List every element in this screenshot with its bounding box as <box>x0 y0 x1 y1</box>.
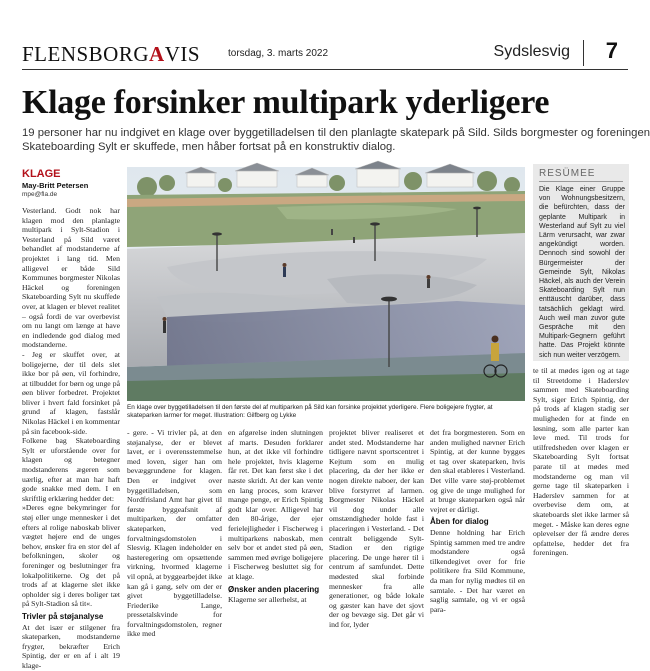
body-column-3: en afgørelse inden slutningen af marts. Desuden forklarer hun, at det ikke vil forhindre hele projektet, hvis klagerne får ret. Det kan først ske i det næste skridt. At der kan vente en lang proces, som kræver mange penge, er Erich Spintig godt klar over. Alligevel har den 80-årige, der ejer ferielejligheder i Fischerweg i multiparkens naboskab, men selv bor et andet sted på øen, sammen med øvrige boligejere i Fischerweg besluttet sig for at klage. Ønsker anden placering Klagerne ser allerhelst, at <box>228 428 323 605</box>
body-column-1: Vesterland. Godt nok har klagen mod den planlagte multipark i Sylt-Stadion i Vesterland på Sild været behandlet af modstanderne af projektet i lang tid. Men alligevel er både Sild Kommunes borgmester Nikolas Häckel og foreningen Skateboarding Sylt nu skuffede over, at klagen er blevet realitet – også fordi de var overbevist om nu langt om længe at have en indledende god dialog med modstanderne. - Jeg er skuffet over, at boligejerne, der til dels slet ikke bor på øen, vil forhindre, at tilbuddet for børn og unge på øen bliver forbedret. Projektet bliver i hvert fald forsinket på grund af klagen, fastslår Nikolas Häckel i en kommentar på sin facebook-side. Folkene bag Skateboarding Sylt er uforstående over for klagen og betegner modstanderens ægeren som uærlig, efter at man har haft gode snakke med dem. I en skriftlig erklæring hedder det: »Deres egne bekymringer for støj eller unge mennesker i det efters al rolige naboskab bliver vægtet højere end de unges behov, ønsker fra en stor del af befolkningen, skoler og foreninger og beslutninger fra lokalpolitikerne. Og det på trods af at klagerne slet ikke opholder sig i deres boliger tæt på Sylt-Stadion så tit«. Trivler på støjanalyse At det især er stilgener fra skateparken, modstanderne frygter, bekræfter Erich Spintig, der er en af i alt 19 klage- <box>22 206 120 670</box>
author-email[interactable]: mpe@fla.de <box>22 191 58 198</box>
body-column-6: te til at mødes igen og at tage til Streetdome i Haderslev sammen med Skateboarding Sylt, siger Erich Spintig, der på trods af klagen stadig ser muligheden for at finde en løsning, som alle parter kan leve med. Til trods for utilfredsheden over klagen er Skateboarding Sylt fortsat parate til at mødes med modstanderne og man vil gerne tage til skateparken i Haderslev sammen for at overbevise dem om, at skateboards slet ikke larmer så meget. - Måske kan deres egne oplevelser der få ændre deres opfattelse, hedder det fra foreningen. <box>533 366 629 558</box>
subheading-placering: Ønsker anden placering <box>228 584 320 594</box>
body-column-5: det fra borgmesteren. Som en anden mulighed nævner Erich Spintig, at der kunne bygges et tag over skateparken, hvis den skal etableres i Vesterland. Det ville være støj-problemet og give de unge mulighed for at bruge skateparken også når vejret er dårligt. Åben for dialog Denne holdning har Erich Spintig sammen med tre andre modstandere også tilkendegivet over for frie politikere fra Sild Kommune, da man for nylig mødtes til en samtale. - Det har været en saglig samtale, og vi er også para- <box>430 428 525 614</box>
subheading-stoejanalyse: Trivler på støjanalyse <box>22 611 104 621</box>
headline: Klage forsinker multipark yderligere <box>22 84 550 121</box>
photo-caption: En klage over byggetilladelsen til den første del af multiparken på Sild kan forsinke projektet yderligere. Flere boligejere frygter, at skateparken larmer for meget. Illustration: Gilfberg og Lykke <box>127 404 493 419</box>
masthead <box>22 38 628 68</box>
article-kicker: KLAGE <box>22 168 61 180</box>
masthead-divider <box>583 40 584 66</box>
resume-rule <box>539 181 623 182</box>
skatepark-illustration <box>127 167 525 401</box>
resume-title: RESÜMEE <box>539 168 596 179</box>
lead-paragraph: 19 personer har nu indgivet en klage over byggetilladelsen til den planlagte skatepark på Sild. Silds borgmester og foreningen Skateboarding Sylt er skuffede, men håber fortsat på en konstruktiv dialog. <box>22 127 650 153</box>
author-name: May-Britt Petersen <box>22 181 89 190</box>
section-name: Sydslesvig <box>493 43 570 60</box>
body-column-2: - gere. - Vi trivler på, at den støjanalyse, der er blevet lavet, er i overensstemmelse med loven, siger han om bevæggrundene for klagen. Den er indgivet over byggetilladelsen, som Nordfrisland Amt har givet til første byggeafsnit af multiparken, der omfatter skateparken, ved forvaltningsdomstolen i Slesvig. Klagen indeholder en hasteregering om opsættende virkning, hvormed klagerne vil opnå, at byggearbejdet ikke kan gå i gang, selv om der er givet byggetilladelse. Friederike Lange, pressetalskvinde for forvaltningsdomstolen, regner ikke med <box>127 428 222 639</box>
body-column-4: projektet bliver realiseret et andet sted. Modstanderne har tidligere nævnt sportscentret i Kejtum som en mulig placering, da der her ikke er nogen direkte naboer, der kan blive forstyrret af larmen. Borgmester Nikolas Häckel vil dog under alle omstændigheder holde fast i placeringen i Vesterland. - Det centralt beliggende Sylt-Stadion er den rigtige placering. De unge hører til i centrum af samfundet. Dette mødested skal forbinde mennesker fra alle generationer, og både lokale og gæster kan have det sjovt der og bevæge sig. Det går vi ind for, lyder <box>329 428 424 629</box>
masthead-rule <box>22 69 628 70</box>
resume-text: Die Klage einer Gruppe von Wohnungsbesitzern, die befürchten, dass der geplante Multipark in Westerland auf Sylt zu viel Lärm verursacht, war zwar angekündigt worden. Dennoch sind sowohl der Bürgermeister der Gemeinde Sylt, Nikolas Häckel, als auch der Verein Skateboarding Sylt nun enttäuscht darüber, dass tatsächlich geklagt wird. Auch weil man zuvor gute Gespräche mit den Multipark-Gegnern geführt hatte. Das Projekt könnte sich nun weiter verzögern. <box>539 186 625 359</box>
skatepark-render <box>127 167 525 401</box>
subheading-dialog: Åben for dialog <box>430 517 489 527</box>
page-number: 7 <box>605 38 618 63</box>
newspaper-logo[interactable]: FLENSBORGAVIS <box>22 42 201 66</box>
issue-date: torsdag, 3. marts 2022 <box>228 48 329 59</box>
resume-box <box>533 164 629 361</box>
